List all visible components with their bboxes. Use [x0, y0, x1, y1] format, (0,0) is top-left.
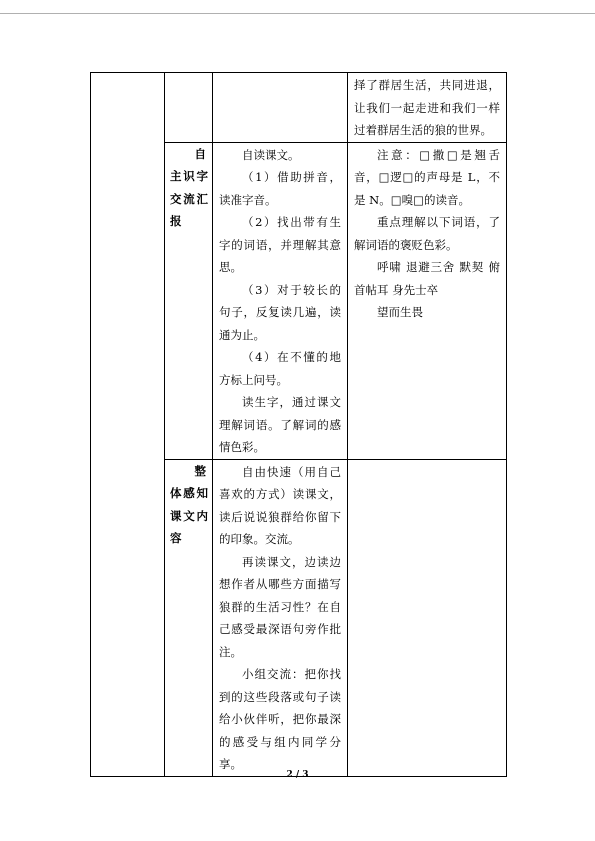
notes-cell	[348, 73, 507, 143]
section-label-cell	[165, 73, 213, 143]
notes-text: 注意：□撒□是翘舌音，□逻□的声母是 L，不是 N。□嗅□的读音。	[354, 147, 500, 207]
notes-cell	[348, 142, 507, 459]
activity-text: （4）在不懂的地方标上问号。	[219, 350, 341, 387]
activity-text: 读生字，通过课文理解词语。了解词的感情色彩。	[219, 395, 341, 454]
notes-text: 望而生畏	[377, 305, 423, 319]
notes-cell	[348, 459, 507, 776]
activity-cell	[213, 73, 348, 143]
lesson-plan-table	[90, 72, 507, 777]
blank-cell	[91, 73, 165, 777]
section-label-cell	[165, 459, 213, 776]
activity-text: （1）借助拼音，读准字音。	[219, 170, 341, 207]
notes-text: 择了群居生活，共同进退，让我们一起走进和我们一样过着群居生活的狼的世界。	[354, 78, 500, 137]
section-label-first: 自	[194, 146, 206, 161]
notes-text: 呼啸 退避三舍 默契 俯首帖耳 身先士卒	[354, 260, 500, 297]
activity-text: 自读课文。	[242, 147, 300, 162]
header-rule	[0, 13, 595, 14]
activity-cell	[213, 142, 348, 459]
section-label-rest: 主识字交流汇报	[170, 169, 208, 228]
activity-text: 小组交流：把你找到的这些段落或句子读给小伙伴听，把你最深的感受与组内同学分享。	[219, 667, 341, 771]
activity-text: （3）对于较长的句子，反复读几遍，读通为止。	[219, 282, 341, 342]
section-label-rest: 体感知课文内容	[170, 486, 208, 545]
table-row	[91, 73, 507, 143]
activity-text: （2）找出带有生字的词语，并理解其意思。	[219, 215, 341, 274]
page-number: 2 / 3	[286, 770, 309, 780]
section-label-cell	[165, 142, 213, 459]
section-label-first: 整	[194, 463, 206, 478]
activity-cell	[213, 459, 348, 776]
activity-text: 再读课文，边读边想作者从哪些方面描写狼群的生活习性？在自己感受最深语句旁作批注。	[219, 554, 341, 659]
activity-text: 自由快速（用自己喜欢的方式）读课文，读后说说狼群给你留下的印象。交流。	[219, 464, 341, 546]
notes-text: 重点理解以下词语，了解词语的褒贬色彩。	[354, 215, 500, 252]
